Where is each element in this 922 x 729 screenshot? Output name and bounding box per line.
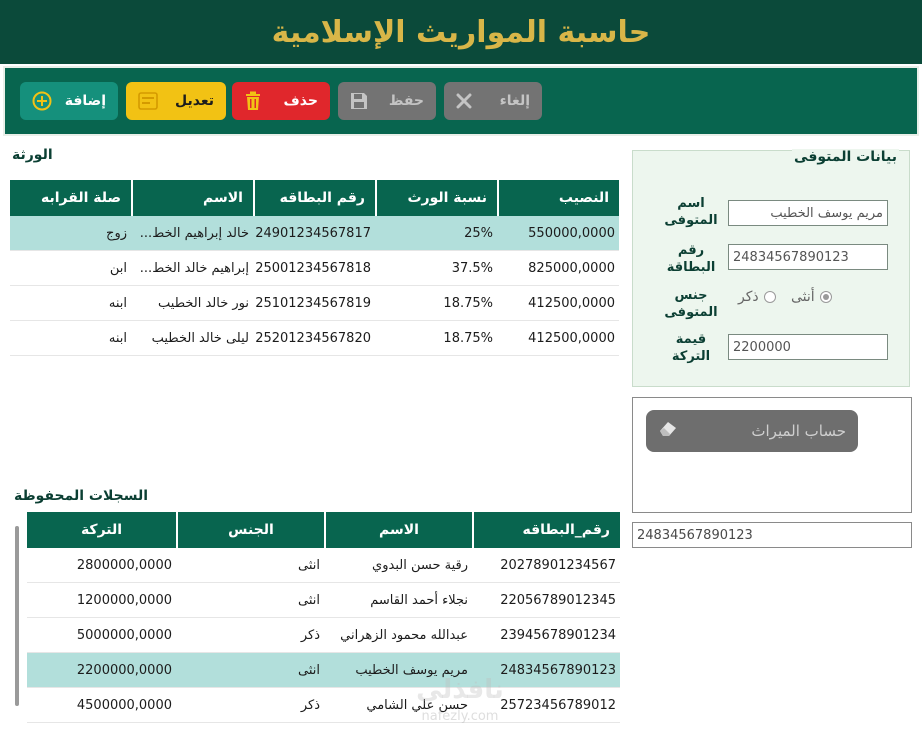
cancel-button[interactable] [444,82,542,120]
edit-button[interactable] [126,82,226,120]
heir-percent-cell: 25% [464,225,493,241]
heir-relation-cell: ابنه [108,295,127,311]
heir-row[interactable] [10,286,619,321]
column-header-id[interactable]: رقم البطاقه [253,180,375,216]
deceased-panel [632,150,910,387]
deceased-panel-title: بيانات المتوفى [794,149,897,165]
radio-male[interactable] [738,289,776,305]
record-id-cell: 22056789012345 [500,592,616,608]
calculate-box [632,397,912,513]
record-name-cell: رقية حسن البدوي [372,557,468,573]
svg-text:نافذلي: نافذلي [416,675,504,705]
record-gender-cell: ذكر [300,627,320,643]
radio-male-label: ذكر [738,289,759,305]
heir-name-cell: نور خالد الخطيب [158,295,249,311]
heir-name-cell: إبراهيم خالد الخط... [139,260,249,276]
toolbar [3,66,919,136]
deceased-gender-label: جنس المتوفى [664,288,718,320]
heir-id-cell: 25101234567819 [255,295,371,311]
save-button[interactable] [338,82,436,120]
column-header-name[interactable]: الاسم [131,180,253,216]
radio-female-label: أنثى [791,289,815,305]
heirs-table-header [10,180,619,216]
heir-share-cell: 550000,0000 [528,225,615,241]
records-scrollbar[interactable] [15,526,19,706]
deceased-id-input[interactable]: 24834567890123 [728,244,888,270]
heir-percent-cell: 37.5% [451,260,493,276]
column-header-record-estate[interactable]: التركة [80,522,123,538]
record-id-cell: 20278901234567 [500,557,616,573]
cancel-button-label: إلغاء [499,93,530,109]
lookup-id-input[interactable]: 24834567890123 [632,522,912,548]
heirs-table-body [10,216,619,356]
record-gender-cell: انثى [298,557,320,573]
calculate-inheritance-label: حساب الميراث [751,422,846,440]
record-id-cell: 23945678901234 [500,627,616,643]
record-estate-cell: 4500000,0000 [76,697,172,713]
estate-value-input[interactable]: 2200000 [728,334,888,360]
deceased-id-label: رقم البطاقة [666,243,716,275]
record-gender-cell: ذكر [300,697,320,713]
heir-row[interactable] [10,216,619,251]
save-button-label: حفظ [388,93,424,109]
heirs-section-title: الورثة [12,147,53,163]
record-id-cell: 25723456789012 [500,697,616,713]
heir-share-cell: 412500,0000 [528,295,615,311]
add-button[interactable] [20,82,118,120]
heir-name-cell: ليلى خالد الخطيب [151,330,249,346]
heir-name-cell: خالد إبراهيم الخط... [139,225,249,241]
window-title: حاسبة المواريث الإسلامية [271,14,651,50]
radio-female-dot[interactable] [820,291,832,303]
record-estate-cell: 1200000,0000 [76,592,172,608]
column-header-share[interactable]: النصيب [497,180,619,216]
heir-id-cell: 24901234567817 [255,225,371,241]
column-header-percent[interactable]: نسبة الورث [375,180,497,216]
record-name-cell: عبدالله محمود الزهراني [340,627,468,643]
edit-form-icon [138,92,158,110]
record-gender-cell: انثى [298,662,320,678]
delete-button-label: حذف [283,93,318,109]
edit-button-label: تعديل [175,93,214,109]
records-table-header [27,512,620,548]
add-button-label: إضافة [64,93,106,109]
records-section-title: السجلات المحفوظة [14,488,149,504]
record-name-cell: حسن علي الشامي [366,697,468,713]
column-header-relation[interactable]: صلة القرابه [41,190,121,206]
record-name-cell: نجلاء أحمد القاسم [370,592,468,608]
records-table [27,512,620,723]
records-table-body [27,548,620,723]
column-header-record-gender[interactable]: الجنس [176,512,324,548]
record-name-cell: مريم يوسف الخطيب [355,662,468,678]
watermark-text: nafezly.com [421,709,499,724]
eraser-icon [658,420,678,442]
deceased-name-label: اسم المتوفى [664,196,718,228]
radio-male-dot[interactable] [764,291,776,303]
record-row[interactable] [27,688,620,723]
deceased-name-input[interactable]: مريم يوسف الخطيب [728,200,888,226]
column-header-record-name[interactable]: الاسم [324,512,472,548]
heir-row[interactable] [10,251,619,286]
heirs-table [10,180,619,356]
record-id-cell: 24834567890123 [500,662,616,678]
estate-value-label: قيمة التركة [671,332,711,364]
record-estate-cell: 2200000,0000 [76,662,172,678]
heir-share-cell: 412500,0000 [528,330,615,346]
radio-female[interactable] [791,289,832,305]
floppy-disk-icon [350,92,368,110]
calculate-inheritance-button[interactable] [646,410,858,452]
record-estate-cell: 5000000,0000 [76,627,172,643]
record-row[interactable] [27,583,620,618]
heir-row[interactable] [10,321,619,356]
heir-id-cell: 25201234567820 [255,330,371,346]
heir-relation-cell: ابن [109,260,127,276]
heir-id-cell: 25001234567818 [255,260,371,276]
plus-circle-icon [32,91,52,111]
record-row[interactable] [27,548,620,583]
record-row[interactable] [27,618,620,653]
close-icon [456,93,472,109]
heir-relation-cell: ابنه [108,330,127,346]
heir-percent-cell: 18.75% [443,330,493,346]
heir-relation-cell: زوج [106,225,127,241]
record-row[interactable] [27,653,620,688]
delete-button[interactable] [232,82,330,120]
record-gender-cell: انثى [298,592,320,608]
column-header-record-id[interactable]: رقم_البطاقه [472,512,620,548]
trash-icon [244,91,262,111]
title-bar [0,0,922,64]
heir-percent-cell: 18.75% [443,295,493,311]
record-estate-cell: 2800000,0000 [76,557,172,573]
heir-share-cell: 825000,0000 [528,260,615,276]
